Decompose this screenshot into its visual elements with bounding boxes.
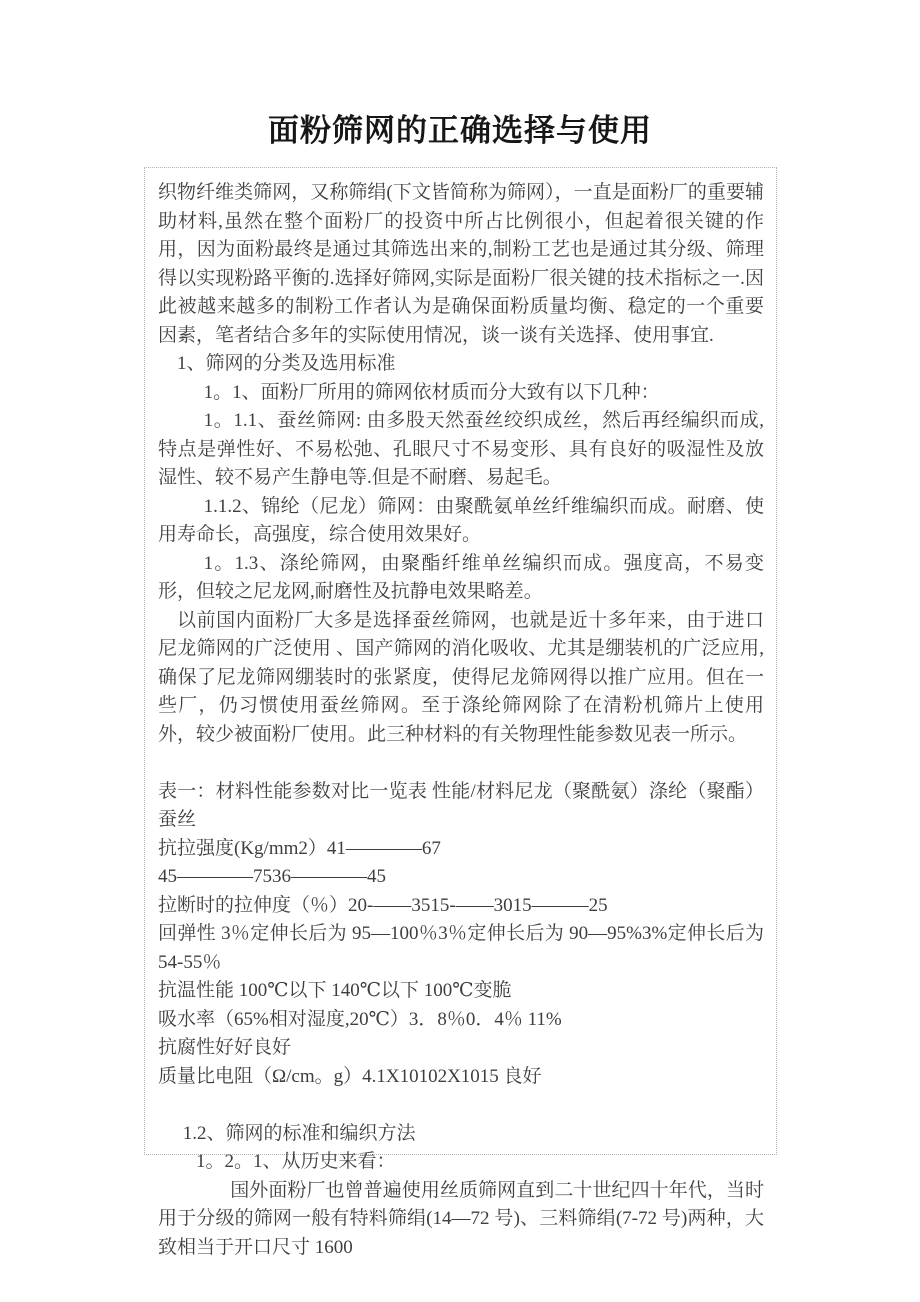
paragraph: 以前国内面粉厂大多是选择蚕丝筛网，也就是近十多年来，由于进口尼龙筛网的广泛使用 、国产筛网的消化吸收、尤其是绷装机的广泛应用,确保了尼龙筛网绷装时的张紧度，使得尼龙筛网得以推广应用。但在一些厂，仍习惯使用蚕丝筛网。至于涤纶筛网除了在清粉机筛片上使用外，较少被面粉厂使用。此三种材料的有关物理性能参数见表一所示。: [158, 609, 764, 745]
paragraph: 吸水率（65%相对湿度,20℃）3．8％0．4％ 11%: [158, 1008, 562, 1030]
paragraph: 1.2、筛网的标准和编织方法: [182, 1122, 416, 1144]
paragraph: 拉断时的拉伸度（％）20-——3515-——3015———25: [158, 894, 608, 916]
paragraph: 1。1.1、蚕丝筛网: 由多股天然蚕丝绞织成丝，然后再经编织而成,特点是弹性好、不易松弛、孔眼尺寸不易变形、具有良好的吸湿性及放湿性、较不易产生静电等.但是不耐磨、易起毛。: [158, 410, 764, 488]
paragraph: 质量比电阻（Ω/cm。g）4.1X10102X1015 良好: [158, 1065, 542, 1087]
paragraph: 国外面粉厂也曾普遍使用丝质筛网直到二十世纪四十年代，当时用于分级的筛网一般有特料筛绢(14—72 号)、三料筛绢(7-72 号)两种，大致相当于开口尺寸 1600: [158, 1179, 764, 1258]
paragraph: 回弹性 3％定伸长后为 95—100％3％定伸长后为 90—95%3%定伸长后为 54-55％: [158, 923, 764, 973]
paragraph: 抗拉强度(Kg/mm2）41————67: [158, 837, 441, 859]
paragraph: 1、筛网的分类及选用标准: [177, 353, 396, 374]
paragraph: 抗腐性好好良好: [158, 1037, 292, 1058]
paragraph: 45————7536————45: [158, 866, 386, 887]
paragraph: 抗温性能 100℃以下 140℃以下 100℃变脆: [158, 980, 512, 1001]
document-body: [144, 167, 777, 1258]
paragraph: 1。1、面粉厂所用的筛网依材质而分大致有以下几种：: [203, 381, 660, 403]
paragraph: 1。2。1、从历史来看：: [196, 1151, 396, 1172]
paragraph: 织物纤维类筛网，又称筛绢(下文皆简称为筛网），一直是面粉厂的重要辅助材料,虽然在整个面粉厂的投资中所占比例很小，但起着很关键的作用，因为面粉最终是通过其筛选出来的,制粉工艺也是通过其分级、筛理得以实现粉路平衡的.选择好筛网,实际是面粉厂很关键的技术指标之一.因此被越来越多的制粉工作者认为是确保面粉质量均衡、稳定的一个重要因素，笔者结合多年的实际使用情况，谈一谈有关选择、使用事宜.: [158, 182, 764, 346]
paragraph: 1.1.2、锦纶（尼龙）筛网：由聚酰氨单丝纤维编织而成。耐磨、使用寿命长，高强度，综合使用效果好。: [158, 495, 764, 545]
document-title: 面粉筛网的正确选择与使用: [268, 113, 652, 148]
paragraph: 1。1.3、涤纶筛网，由聚酯纤维单丝编织而成。强度高，不易变形，但较之尼龙网,耐磨性及抗静电效果略差。: [158, 552, 764, 602]
paragraph: 表一：材料性能参数对比一览表 性能/材料尼龙（聚酰氨）涤纶（聚酯）蚕丝: [158, 780, 764, 830]
